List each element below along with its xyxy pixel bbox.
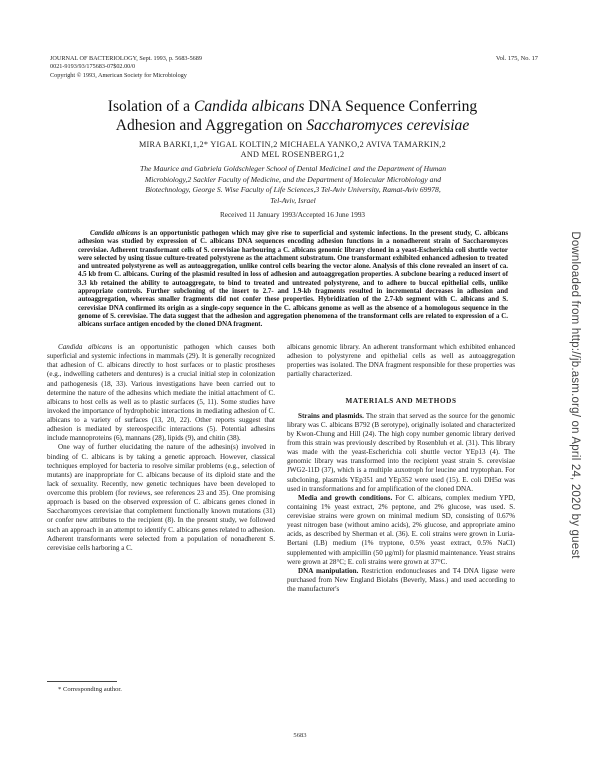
article-title (70, 97, 515, 135)
strains-paragraph (287, 412, 515, 494)
title-part: DNA Sequence Conferring (304, 98, 478, 115)
journal-copyright: Copyright © 1993, American Society for Microbiology (50, 71, 187, 79)
affiliation-line: Tel-Aviv, Israel (270, 195, 316, 205)
intro-continuation: albicans genomic library. An adherent transformant which exhibited enhanced adhesion to polystyrene and epithelial cells as well as autoaggregation properties was isolated. The DNA fragment responsible for these properties was partially characterized. (287, 343, 515, 379)
affiliation-line: Microbiology,2 Sackler Faculty of Medicine, and the Department of Molecular Microbiology and (144, 174, 442, 184)
left-column (47, 343, 275, 553)
author-line: AND MEL ROSENBERG1,2 (240, 150, 345, 159)
author-list (70, 140, 515, 160)
strains-heading: Strains and plasmids. (298, 411, 364, 420)
journal-issn: 0021-9193/93/175683-07$02.00/0 (50, 63, 136, 71)
dna-text: Restriction endonucleases and T4 DNA ligase were purchased from New England Biolabs (Beverly, Mass.) and used according to the manufacturer's (287, 566, 515, 593)
journal-citation: JOURNAL OF BACTERIOLOGY, Sept. 1993, p. 5683-5689 (50, 55, 202, 62)
intro-paragraph-2: One way of further elucidating the nature of the adhesin(s) involved in binding of C. albicans is by taking a genetic approach. However, classical techniques employed for bacteria to resolve similar problems (e.g., selection of mutants) are inappropriate for C. albicans because of its diploid state and the lack of sexuality. Recently, new genetic techniques have been developed to overcome this problem (for reviews, see references 23 and 35). One promising approach is based on the observed expression of C. albicans genes cloned in Saccharomyces cerevisiae that complement functionally known mutations (31) or confer new attributes to the recipient (8). In the present study, we followed such an approach in an attempt to identify C. albicans genes related to adhesion. Adherent transformants were selected from a population of nonadherent S. cerevisiae cells harboring a C. (47, 443, 275, 552)
journal-volume: Vol. 175, No. 17 (495, 55, 538, 62)
title-part: Adhesion and Aggregation on (115, 117, 307, 134)
abstract (78, 230, 508, 330)
author-line: MIRA BARKI,1,2* YIGAL KOLTIN,2 MICHAELA YANKO,2 AVIVA TAMARKIN,2 (138, 140, 447, 149)
intro-text: is an opportunistic pathogen which causes both superficial and systemic infections in mammals (29). It is generally recognized that adhesion of C. albicans directly to host surfaces or to plastic prostheses (e.g., indwelling catheters and dentures) is a crucial initial step in colonization and pathogenesis (18, 33). Various investigations have been carried out to determine the nature of the adhesins which mediate the initial attachment of C. albicans to host cells as well as to plastic surfaces (5, 11). Some studies have invoked the importance of hydrophobic interactions in mediating adhesion of C. albicans to a variety of surfaces (13, 20, 22). Other reports suggest that adhesion is mediated by stereospecific interactions (5). Potential adhesins include mannoproteins (6), mannans (28), lipids (9), and chitin (38). (47, 343, 275, 443)
page-number: 5683 (293, 732, 307, 739)
affiliation-line: The Maurice and Gabriela Goldschleger School of Dental Medicine1 and the Department of Human (139, 164, 446, 173)
abstract-text: is an opportunistic pathogen which may give rise to superficial and systemic infections. In the present study, C. albicans adhesion was studied by expression of C. albicans DNA sequences encoding adhesion functions in a nonadherent strain of Saccharomyces cerevisiae. Adherent transformant cells of S. cerevisiae harbouring a C. albicans genomic library cloned in a yeast-Escherichia coli shuttle vector were selected by using tissue culture-treated polystyrene as the attachment substratum. One transformant exhibited enhanced adhesion to treated and untreated polystyrene as well as autoaggregation, unlike control cells bearing the vector alone. Analysis of this clone revealed an insert of ca. 4.5 kb from C. albicans. Curing of the plasmid resulted in loss of adhesion and autoaggregation properties. A subclone bearing a reduced insert of 3.3 kb retained the ability to autoaggregate, to bind to treated and untreated polystyrene, and to adhere to buccal epithelial cells, unlike appropriate controls. Further subcloning of the insert to 2.7- and 1.9-kb fragments resulted in incremental decreases in adhesion and autoaggregation, whereas smaller fragments did not confer these properties. Hybridization of the 2.7-kb segment with C. albicans and S. cerevisiae DNA confirmed its origin as a single-copy sequence in the C. albicans genome as well as the absence of a homologous sequence in the genome of S. cerevisiae. The data suggest that the adhesion and aggregation phenomena of the transformant cells are related to expression of a C. albicans surface antigen encoded by the cloned DNA fragment. (78, 230, 508, 329)
footnote-divider (47, 681, 117, 682)
intro-paragraph (47, 343, 275, 443)
right-column (287, 343, 515, 594)
abstract-species: Candida albicans (90, 230, 141, 237)
intro-species: Candida albicans (58, 343, 113, 351)
section-heading: MATERIALS AND METHODS (345, 396, 457, 405)
affiliation-line: Biotechnology, George S. Wise Faculty of Life Sciences,3 Tel-Aviv University, Ramat-Aviv 69978, (145, 185, 441, 195)
media-text: For C. albicans, complex medium YPD, containing 1% yeast extract, 2% peptone, and 2% glucose, was used. S. cerevisiae strains were grown on minimal medium SD, consisting of 0.67% yeast nitrogen base (without amino acids), 2% glucose, and appropriate amino acids, as described by Sherman et al. (36). E. coli strains were grown in Luria-Bertani (LB) medium (1% tryptone, 0.5% yeast extract, 0.5% NaCl) supplemented with ampicillin (50 μg/ml) for plasmid maintenance. Yeast strains were grown at 28°C; E. coli strains were grown at 37°C. (287, 493, 515, 566)
dna-heading: DNA manipulation. (298, 566, 359, 575)
strains-text: The strain that served as the source for the genomic library was C. albicans B792 (B serotype), originally isolated and characterized by Kwon-Chung and Hill (24). The high copy number genomic library derived from this strain was previously described by Rosenbluh et al. (31). This library was made with the yeast-Escherichia coli shuttle vector YEp13 (4). The genomic library was transformed into the recipient yeast strain S. cerevisiae JWG2-11D (37), which is a multiple auxotroph for leucine and tryptophan. For subcloning, plasmids YEp351 and YEp352 were used (15). E. coli DH5α was used in transformations and for amplification of the cloned DNA. (287, 411, 515, 493)
footnote: * Corresponding author. (58, 686, 122, 693)
title-species: Candida albicans (193, 98, 305, 115)
affiliation (88, 164, 498, 206)
title-part: Isolation of a (107, 98, 194, 115)
journal-header (50, 55, 202, 80)
media-heading: Media and growth conditions. (298, 493, 393, 502)
media-paragraph (287, 494, 515, 567)
download-stamp: Downloaded from http://jb.asm.org/ on April 24, 2020 by guest (569, 231, 581, 559)
received-dates: Received 11 January 1993/Accepted 16 June 1993 (219, 211, 366, 219)
title-species: Saccharomyces cerevisiae (306, 117, 470, 134)
dna-paragraph (287, 567, 515, 594)
